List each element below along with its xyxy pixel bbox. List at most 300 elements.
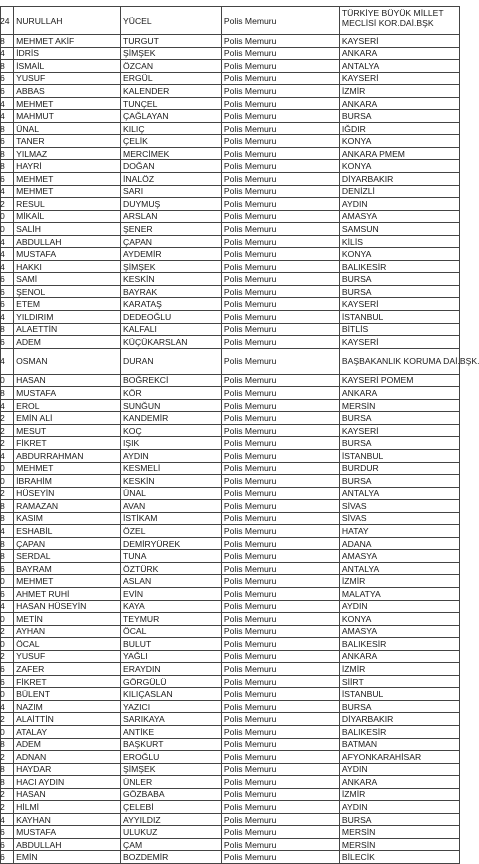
unit-cell: İSTANBUL [339, 311, 459, 324]
surname-cell: TUNÇEL [121, 97, 222, 110]
surname-cell: BOĞREKCİ [121, 374, 222, 387]
surname-cell: BAŞKURT [121, 738, 222, 751]
title-cell: Polis Memuru [221, 813, 339, 826]
surname-cell: YÜCEL [121, 7, 222, 35]
unit-cell: MALATYA [339, 587, 459, 600]
unit-cell: BURSA [339, 285, 459, 298]
surname-cell: DOĞAN [121, 160, 222, 173]
row-number-cell: 6 [1, 298, 14, 311]
first-name-cell: MUSTAFA [14, 248, 121, 261]
first-name-cell: ATALAY [14, 725, 121, 738]
surname-cell: ŞİMŞEK [121, 260, 222, 273]
surname-cell: ULUKUZ [121, 826, 222, 839]
row-number-cell: 2 [1, 650, 14, 663]
first-name-cell: FİKRET [14, 675, 121, 688]
row-number-cell: 8 [1, 738, 14, 751]
first-name-cell: MEHMET [14, 462, 121, 475]
surname-cell: ÇAĞLAYAN [121, 110, 222, 123]
row-number-cell: 4 [1, 185, 14, 198]
unit-cell: ANTALYA [339, 60, 459, 73]
surname-cell: ASLAN [121, 575, 222, 588]
surname-cell: KESKİN [121, 273, 222, 286]
table-row [1, 72, 460, 85]
row-number-cell: 0 [1, 725, 14, 738]
unit-cell: BURSA [339, 813, 459, 826]
row-number-cell: 6 [1, 72, 14, 85]
table-row [1, 399, 460, 412]
title-cell: Polis Memuru [221, 210, 339, 223]
title-cell: Polis Memuru [221, 500, 339, 513]
first-name-cell: YUSUF [14, 72, 121, 85]
surname-cell: BULUT [121, 638, 222, 651]
row-number-cell: 6 [1, 273, 14, 286]
title-cell: Polis Memuru [221, 826, 339, 839]
table-row [1, 147, 460, 160]
first-name-cell: YUSUF [14, 650, 121, 663]
title-cell: Polis Memuru [221, 147, 339, 160]
row-number-cell: 8 [1, 500, 14, 513]
table-row [1, 550, 460, 563]
title-cell: Polis Memuru [221, 323, 339, 336]
surname-cell: TURGUT [121, 35, 222, 48]
surname-cell: KÖR [121, 387, 222, 400]
first-name-cell: HASAN HÜSEYİN [14, 600, 121, 613]
table-row [1, 85, 460, 98]
unit-cell: TÜRKİYE BÜYÜK MİLLET MECLİSİ KOR.DAİ.BŞK [339, 7, 459, 35]
surname-cell: ÖCAL [121, 625, 222, 638]
surname-cell: BAYRAK [121, 285, 222, 298]
title-cell: Polis Memuru [221, 801, 339, 814]
table-row [1, 788, 460, 801]
title-cell: Polis Memuru [221, 173, 339, 186]
title-cell: Polis Memuru [221, 235, 339, 248]
table-row [1, 650, 460, 663]
table-row [1, 525, 460, 538]
table-row [1, 500, 460, 513]
row-number-cell: 8 [1, 763, 14, 776]
first-name-cell: ADEM [14, 336, 121, 349]
surname-cell: KÜÇÜKARSLAN [121, 336, 222, 349]
surname-cell: ÇAM [121, 838, 222, 851]
surname-cell: ÖZEL [121, 525, 222, 538]
title-cell: Polis Memuru [221, 525, 339, 538]
first-name-cell: ZAFER [14, 663, 121, 676]
table-row [1, 35, 460, 48]
first-name-cell: TANER [14, 135, 121, 148]
title-cell: Polis Memuru [221, 537, 339, 550]
first-name-cell: HAYRİ [14, 160, 121, 173]
row-number-cell: 0 [1, 374, 14, 387]
surname-cell: KALFALI [121, 323, 222, 336]
surname-cell: ERGÜL [121, 72, 222, 85]
unit-cell: BİLECİK [339, 851, 459, 864]
title-cell: Polis Memuru [221, 600, 339, 613]
title-cell: Polis Memuru [221, 298, 339, 311]
title-cell: Polis Memuru [221, 437, 339, 450]
title-cell: Polis Memuru [221, 713, 339, 726]
title-cell: Polis Memuru [221, 763, 339, 776]
row-number-cell: 0 [1, 688, 14, 701]
surname-cell: SARIKAYA [121, 713, 222, 726]
unit-cell: AYDIN [339, 801, 459, 814]
table-row [1, 851, 460, 864]
row-number-cell: 6 [1, 85, 14, 98]
unit-cell: KAYSERİ [339, 424, 459, 437]
table-row [1, 625, 460, 638]
table-row [1, 688, 460, 701]
title-cell: Polis Memuru [221, 72, 339, 85]
row-number-cell: 6 [1, 562, 14, 575]
surname-cell: TUNA [121, 550, 222, 563]
title-cell: Polis Memuru [221, 374, 339, 387]
title-cell: Polis Memuru [221, 47, 339, 60]
surname-cell: DEMİRYÜREK [121, 537, 222, 550]
row-number-cell: 4 [1, 47, 14, 60]
row-number-cell: 4 [1, 813, 14, 826]
row-number-cell: 0 [1, 475, 14, 488]
surname-cell: ARSLAN [121, 210, 222, 223]
first-name-cell: MEHMET [14, 575, 121, 588]
first-name-cell: ALAETTİN [14, 323, 121, 336]
table-row [1, 613, 460, 626]
first-name-cell: MESUT [14, 424, 121, 437]
first-name-cell: MUSTAFA [14, 387, 121, 400]
row-number-cell: 2 [1, 198, 14, 211]
row-number-cell: 6 [1, 838, 14, 851]
title-cell: Polis Memuru [221, 387, 339, 400]
surname-cell: EROĞLU [121, 751, 222, 764]
title-cell: Polis Memuru [221, 776, 339, 789]
title-cell: Polis Memuru [221, 751, 339, 764]
unit-cell: KAYSERİ [339, 336, 459, 349]
table-row [1, 838, 460, 851]
table-row [1, 336, 460, 349]
surname-cell: TEYMUR [121, 613, 222, 626]
surname-cell: ŞENER [121, 223, 222, 236]
first-name-cell: İDRİS [14, 47, 121, 60]
title-cell: Polis Memuru [221, 424, 339, 437]
first-name-cell: İBRAHİM [14, 475, 121, 488]
row-number-cell: 4 [1, 525, 14, 538]
unit-cell: AFYONKARAHİSAR [339, 751, 459, 764]
row-number-cell: 8 [1, 550, 14, 563]
row-number-cell: 8 [1, 147, 14, 160]
unit-cell: ANKARA [339, 47, 459, 60]
title-cell: Polis Memuru [221, 700, 339, 713]
title-cell: Polis Memuru [221, 85, 339, 98]
personnel-list-sheet [0, 6, 479, 864]
unit-cell: KONYA [339, 160, 459, 173]
first-name-cell: ADEM [14, 738, 121, 751]
surname-cell: ANTİKE [121, 725, 222, 738]
title-cell: Polis Memuru [221, 613, 339, 626]
first-name-cell: YILDIRIM [14, 311, 121, 324]
unit-cell: ANTALYA [339, 562, 459, 575]
first-name-cell: NAZIM [14, 700, 121, 713]
personnel-table [0, 6, 479, 864]
unit-cell: ANKARA [339, 650, 459, 663]
row-number-cell: 8 [1, 122, 14, 135]
table-row [1, 437, 460, 450]
table-row [1, 47, 460, 60]
title-cell: Polis Memuru [221, 348, 339, 374]
surname-cell: GÖRGÜLÜ [121, 675, 222, 688]
surname-cell: SUNĞUN [121, 399, 222, 412]
first-name-cell: YILMAZ [14, 147, 121, 160]
table-row [1, 160, 460, 173]
first-name-cell: NURULLAH [14, 7, 121, 35]
surname-cell: ÇELİK [121, 135, 222, 148]
unit-cell: AMASYA [339, 550, 459, 563]
table-row [1, 725, 460, 738]
unit-cell: BURSA [339, 273, 459, 286]
row-number-cell: 4 [1, 110, 14, 123]
first-name-cell: MEHMET [14, 185, 121, 198]
table-row [1, 198, 460, 211]
unit-cell: BURSA [339, 412, 459, 425]
first-name-cell: ESHABİL [14, 525, 121, 538]
unit-cell: SİİRT [339, 675, 459, 688]
row-number-cell: 4 [1, 248, 14, 261]
row-number-cell: 8 [1, 35, 14, 48]
title-cell: Polis Memuru [221, 285, 339, 298]
unit-cell: HATAY [339, 525, 459, 538]
surname-cell: KILIÇ [121, 122, 222, 135]
table-row [1, 713, 460, 726]
row-number-cell: 4 [1, 97, 14, 110]
table-row [1, 60, 460, 73]
title-cell: Polis Memuru [221, 550, 339, 563]
table-row [1, 223, 460, 236]
row-number-cell: 2 [1, 801, 14, 814]
row-number-cell: 2 [1, 412, 14, 425]
table-row [1, 638, 460, 651]
table-row [1, 248, 460, 261]
unit-cell: MERSİN [339, 838, 459, 851]
table-row [1, 387, 460, 400]
unit-cell: IĞDIR [339, 122, 459, 135]
unit-cell: KAYSERİ [339, 298, 459, 311]
surname-cell: KILIÇASLAN [121, 688, 222, 701]
unit-cell: MERSİN [339, 399, 459, 412]
unit-cell: BALIKESİR [339, 725, 459, 738]
unit-cell: MERSİN [339, 826, 459, 839]
first-name-cell: İSMAİL [14, 60, 121, 73]
surname-cell: EVİN [121, 587, 222, 600]
surname-cell: İNALÖZ [121, 173, 222, 186]
first-name-cell: FİKRET [14, 437, 121, 450]
unit-cell: İSTANBUL [339, 688, 459, 701]
unit-cell: ANKARA [339, 97, 459, 110]
title-cell: Polis Memuru [221, 725, 339, 738]
unit-cell: ANKARA PMEM [339, 147, 459, 160]
title-cell: Polis Memuru [221, 399, 339, 412]
unit-cell: BATMAN [339, 738, 459, 751]
table-row [1, 424, 460, 437]
first-name-cell: HACI AYDIN [14, 776, 121, 789]
first-name-cell: MAHMUT [14, 110, 121, 123]
row-number-cell: 6 [1, 826, 14, 839]
unit-cell: KAYSERİ [339, 72, 459, 85]
table-row [1, 600, 460, 613]
title-cell: Polis Memuru [221, 512, 339, 525]
surname-cell: DEDEOĞLU [121, 311, 222, 324]
surname-cell: ÇELEBİ [121, 801, 222, 814]
table-row [1, 763, 460, 776]
table-row [1, 475, 460, 488]
row-number-cell: 8 [1, 512, 14, 525]
first-name-cell: ETEM [14, 298, 121, 311]
unit-cell: SAMSUN [339, 223, 459, 236]
title-cell: Polis Memuru [221, 60, 339, 73]
first-name-cell: BÜLENT [14, 688, 121, 701]
row-number-cell: 6 [1, 173, 14, 186]
first-name-cell: EMİN [14, 851, 121, 864]
first-name-cell: ÖCAL [14, 638, 121, 651]
row-number-cell: 24 [1, 7, 14, 35]
first-name-cell: HİLMİ [14, 801, 121, 814]
table-row [1, 663, 460, 676]
surname-cell: ÜNAL [121, 487, 222, 500]
surname-cell: AYDEMİR [121, 248, 222, 261]
first-name-cell: ALAİTTİN [14, 713, 121, 726]
title-cell: Polis Memuru [221, 625, 339, 638]
first-name-cell: HASAN [14, 374, 121, 387]
row-number-cell: 0 [1, 462, 14, 475]
row-number-cell: 2 [1, 788, 14, 801]
row-number-cell: 6 [1, 675, 14, 688]
first-name-cell: ÇAPAN [14, 537, 121, 550]
table-row [1, 412, 460, 425]
unit-cell: BURSA [339, 110, 459, 123]
unit-cell: DİYARBAKIR [339, 713, 459, 726]
title-cell: Polis Memuru [221, 7, 339, 35]
row-number-cell: 2 [1, 424, 14, 437]
title-cell: Polis Memuru [221, 575, 339, 588]
surname-cell: KESKİN [121, 475, 222, 488]
unit-cell: ADANA [339, 537, 459, 550]
table-row [1, 813, 460, 826]
surname-cell: ŞİMŞEK [121, 47, 222, 60]
table-row [1, 260, 460, 273]
row-number-cell: 2 [1, 487, 14, 500]
unit-cell: BURDUR [339, 462, 459, 475]
surname-cell: ÜNLER [121, 776, 222, 789]
row-number-cell: 6 [1, 336, 14, 349]
title-cell: Polis Memuru [221, 260, 339, 273]
row-number-cell: 8 [1, 160, 14, 173]
title-cell: Polis Memuru [221, 223, 339, 236]
surname-cell: ÖZCAN [121, 60, 222, 73]
first-name-cell: MEHMET [14, 97, 121, 110]
unit-cell: KONYA [339, 248, 459, 261]
title-cell: Polis Memuru [221, 788, 339, 801]
first-name-cell: ABDURRAHMAN [14, 449, 121, 462]
unit-cell: ANKARA [339, 776, 459, 789]
surname-cell: ERAYDIN [121, 663, 222, 676]
unit-cell: BALIKESİR [339, 638, 459, 651]
table-row [1, 826, 460, 839]
unit-cell: KAYSERİ [339, 35, 459, 48]
row-number-cell: 4 [1, 449, 14, 462]
surname-cell: DURAN [121, 348, 222, 374]
unit-cell: BURSA [339, 475, 459, 488]
row-number-cell: 2 [1, 437, 14, 450]
surname-cell: YAĞLI [121, 650, 222, 663]
surname-cell: ŞİMŞEK [121, 763, 222, 776]
first-name-cell: SALİH [14, 223, 121, 236]
unit-cell: BAŞBAKANLIK KORUMA DAİ.BŞK. [339, 348, 459, 374]
unit-cell: İZMİR [339, 575, 459, 588]
unit-cell: KONYA [339, 135, 459, 148]
first-name-cell: EMİN ALİ [14, 412, 121, 425]
surname-cell: KALENDER [121, 85, 222, 98]
table-row [1, 751, 460, 764]
surname-cell: KOÇ [121, 424, 222, 437]
title-cell: Polis Memuru [221, 638, 339, 651]
table-row [1, 110, 460, 123]
first-name-cell: SAMİ [14, 273, 121, 286]
first-name-cell: EROL [14, 399, 121, 412]
unit-cell: BİTLİS [339, 323, 459, 336]
unit-cell: AMASYA [339, 210, 459, 223]
title-cell: Polis Memuru [221, 311, 339, 324]
first-name-cell: ÜNAL [14, 122, 121, 135]
unit-cell: ANKARA [339, 387, 459, 400]
row-number-cell: 8 [1, 776, 14, 789]
title-cell: Polis Memuru [221, 198, 339, 211]
unit-cell: SİVAS [339, 512, 459, 525]
row-number-cell: 4 [1, 600, 14, 613]
title-cell: Polis Memuru [221, 248, 339, 261]
row-number-cell: 0 [1, 575, 14, 588]
table-row [1, 135, 460, 148]
row-number-cell: 2 [1, 751, 14, 764]
table-row [1, 374, 460, 387]
title-cell: Polis Memuru [221, 336, 339, 349]
first-name-cell: RAMAZAN [14, 500, 121, 513]
title-cell: Polis Memuru [221, 562, 339, 575]
personnel-table-body [0, 7, 479, 864]
surname-cell: KESMELİ [121, 462, 222, 475]
surname-cell: KANDEMİR [121, 412, 222, 425]
surname-cell: GÖZBABA [121, 788, 222, 801]
unit-cell: SİVAS [339, 500, 459, 513]
unit-cell: BURSA [339, 437, 459, 450]
table-row [1, 675, 460, 688]
surname-cell: BOZDEMİR [121, 851, 222, 864]
row-number-cell: 4 [1, 260, 14, 273]
surname-cell: KARATAŞ [121, 298, 222, 311]
surname-cell: YAZICI [121, 700, 222, 713]
row-number-cell: 4 [1, 348, 14, 374]
surname-cell: IŞIK [121, 437, 222, 450]
unit-cell: İZMİR [339, 663, 459, 676]
title-cell: Polis Memuru [221, 838, 339, 851]
title-cell: Polis Memuru [221, 738, 339, 751]
table-row [1, 97, 460, 110]
unit-cell: BURSA [339, 700, 459, 713]
row-number-cell: 6 [1, 663, 14, 676]
title-cell: Polis Memuru [221, 273, 339, 286]
table-row [1, 285, 460, 298]
unit-cell: DENİZLİ [339, 185, 459, 198]
table-row [1, 462, 460, 475]
title-cell: Polis Memuru [221, 650, 339, 663]
table-row [1, 738, 460, 751]
first-name-cell: KAYHAN [14, 813, 121, 826]
unit-cell: BALIKESİR [339, 260, 459, 273]
